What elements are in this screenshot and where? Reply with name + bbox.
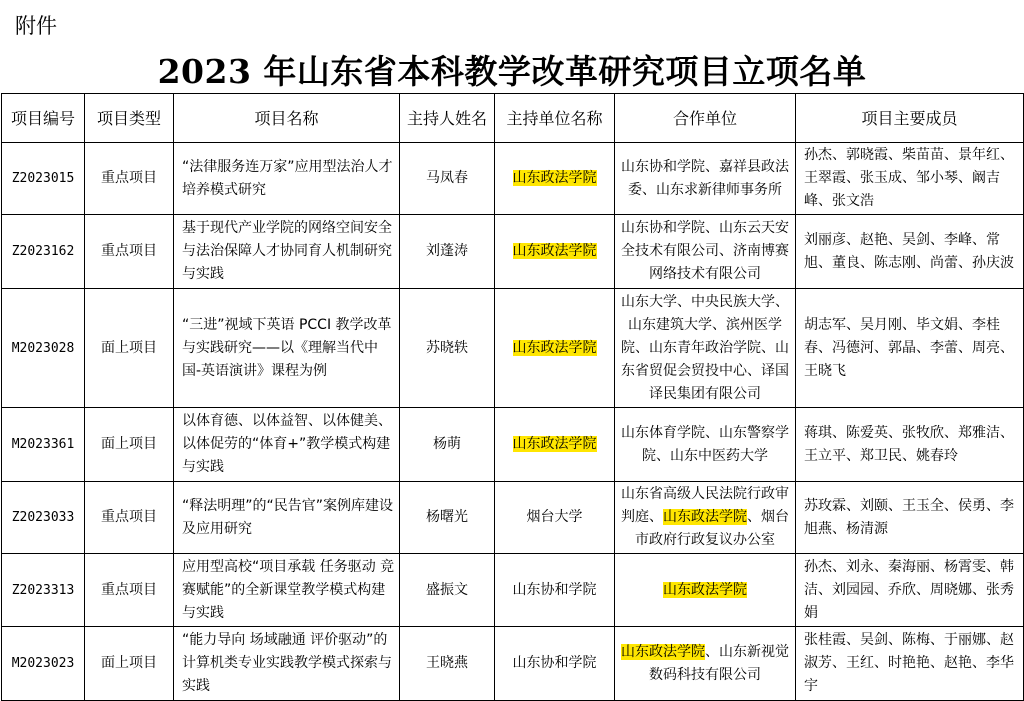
cell-text: “能力导向 场域融通 评价驱动”的计算机类专业实践教学模式探索与实践 bbox=[182, 632, 392, 694]
project-list-table bbox=[1, 93, 1024, 701]
cell-text: Z2023033 bbox=[11, 510, 75, 525]
cell-text: M2023361 bbox=[11, 437, 75, 452]
cell-text: “释法明理”的“民告官”案例库建设及应用研究 bbox=[182, 497, 394, 537]
cell-text: 马凤春 bbox=[426, 170, 468, 186]
host-unit-cell bbox=[495, 408, 615, 482]
host-name-cell bbox=[400, 554, 495, 627]
members-cell bbox=[796, 215, 1024, 289]
project-code-cell bbox=[2, 482, 85, 554]
header-members: 项目主要成员 bbox=[796, 94, 1024, 143]
cell-text: 张桂霞、吴剑、陈梅、于丽娜、赵淑芳、王红、时艳艳、赵艳、李华宇 bbox=[804, 632, 1014, 694]
cell-text: 苏晓轶 bbox=[426, 339, 468, 356]
project-code-cell bbox=[2, 627, 85, 701]
members-cell bbox=[796, 289, 1024, 408]
project-code-cell bbox=[2, 143, 85, 215]
highlighted-unit: 山东政法学院 bbox=[512, 243, 597, 259]
table-row bbox=[2, 482, 1024, 554]
highlighted-unit: 山东政法学院 bbox=[512, 339, 597, 356]
highlighted-partner: 山东政法学院 bbox=[663, 581, 747, 598]
cell-text: 重点项目 bbox=[101, 509, 157, 525]
cell-text: 面上项目 bbox=[101, 339, 157, 356]
cell-text: 杨曙光 bbox=[426, 509, 468, 525]
host-unit-cell bbox=[495, 215, 615, 289]
cell-text: 重点项目 bbox=[101, 243, 157, 259]
host-name-cell bbox=[400, 289, 495, 408]
host-unit-cell bbox=[495, 289, 615, 408]
table-row bbox=[2, 627, 1024, 701]
project-name-cell bbox=[174, 627, 400, 701]
table-header-row bbox=[2, 94, 1024, 143]
members-cell bbox=[796, 627, 1024, 701]
partner-units-cell bbox=[615, 215, 796, 289]
host-unit-cell bbox=[495, 482, 615, 554]
cell-text: Z2023015 bbox=[11, 171, 75, 186]
project-code-cell bbox=[2, 554, 85, 627]
header-project-type: 项目类型 bbox=[85, 94, 174, 143]
cell-text: 重点项目 bbox=[101, 581, 157, 598]
project-type-cell bbox=[85, 482, 174, 554]
cell-text: 刘蓬涛 bbox=[426, 243, 468, 259]
highlighted-unit: 山东政法学院 bbox=[512, 436, 597, 452]
cell-text: 以体育德、以体益智、以体健美、以体促劳的“体育+”教学模式构建与实践 bbox=[182, 413, 392, 475]
partner-units-cell bbox=[615, 289, 796, 408]
cell-text: “三进”视域下英语 PCCI 教学改革与实践研究——以《理解当代中国-英语演讲》课程为例 bbox=[182, 316, 392, 379]
partner-text: 山东大学、中央民族大学、山东建筑大学、滨州医学院、山东青年政治学院、山东省贸促会贸投中心、译国译民集团有限公司 bbox=[621, 293, 789, 402]
project-type-cell bbox=[85, 627, 174, 701]
header-project-code: 项目编号 bbox=[2, 94, 85, 143]
host-name-cell bbox=[400, 215, 495, 289]
members-cell bbox=[796, 143, 1024, 215]
cell-text: M2023028 bbox=[11, 340, 75, 356]
partner-units-cell bbox=[615, 554, 796, 627]
cell-text: Z2023313 bbox=[11, 582, 75, 598]
cell-text: 刘丽彦、赵艳、吴剑、李峰、常旭、董良、陈志刚、尚蕾、孙庆波 bbox=[804, 231, 1014, 271]
table-row bbox=[2, 554, 1024, 627]
host-unit-cell bbox=[495, 554, 615, 627]
table-row bbox=[2, 143, 1024, 215]
project-type-cell bbox=[85, 408, 174, 482]
members-cell bbox=[796, 408, 1024, 482]
table-row bbox=[2, 215, 1024, 289]
attachment-label: 附件 bbox=[15, 14, 57, 38]
partner-text: 、山东新视觉数码科技有限公司 bbox=[649, 643, 789, 683]
project-type-cell bbox=[85, 554, 174, 627]
table-row bbox=[2, 408, 1024, 482]
host-name-cell bbox=[400, 143, 495, 215]
partner-text: 山东省高级人民法院行政审判庭、 bbox=[621, 486, 789, 525]
header-project-name: 项目名称 bbox=[174, 94, 400, 143]
unit-text: 山东协和学院 bbox=[512, 581, 597, 598]
host-name-cell bbox=[400, 627, 495, 701]
cell-text: 苏玫霖、刘颐、王玉全、侯勇、李旭燕、杨清源 bbox=[804, 497, 1014, 537]
project-name-cell bbox=[174, 482, 400, 554]
project-code-cell bbox=[2, 215, 85, 289]
document-title: 2023 年山东省本科教学改革研究项目立项名单 bbox=[157, 52, 867, 91]
project-type-cell bbox=[85, 289, 174, 408]
cell-text: Z2023162 bbox=[11, 244, 75, 259]
cell-text: M2023023 bbox=[11, 656, 75, 671]
partner-text: 山东协和学院、山东云天安全技术有限公司、济南博赛网络技术有限公司 bbox=[621, 220, 789, 282]
cell-text: 孙杰、郭晓霞、柴苗苗、景年红、王翠霞、张玉成、邹小琴、阚吉峰、张文浩 bbox=[804, 147, 1014, 209]
project-name-cell bbox=[174, 554, 400, 627]
partner-units-cell bbox=[615, 627, 796, 701]
host-unit-cell bbox=[495, 143, 615, 215]
partner-units-cell bbox=[615, 143, 796, 215]
unit-text: 山东协和学院 bbox=[512, 655, 597, 671]
project-type-cell bbox=[85, 143, 174, 215]
cell-text: 基于现代产业学院的网络空间安全与法治保障人才协同育人机制研究与实践 bbox=[182, 220, 392, 282]
cell-text: 重点项目 bbox=[101, 170, 157, 186]
cell-text: 孙杰、刘永、秦海丽、杨霄雯、韩洁、刘园园、乔欣、周晓娜、张秀娟 bbox=[804, 558, 1014, 621]
project-name-cell bbox=[174, 143, 400, 215]
cell-text: 面上项目 bbox=[101, 436, 157, 452]
cell-text: 应用型高校“项目承载 任务驱动 竞赛赋能”的全新课堂教学模式构建与实践 bbox=[182, 558, 395, 621]
highlighted-partner: 山东政法学院 bbox=[621, 643, 705, 660]
highlighted-unit: 山东政法学院 bbox=[512, 170, 597, 186]
cell-text: 王晓燕 bbox=[426, 655, 468, 671]
project-name-cell bbox=[174, 289, 400, 408]
project-name-cell bbox=[174, 408, 400, 482]
host-name-cell bbox=[400, 408, 495, 482]
table-row bbox=[2, 289, 1024, 408]
cell-text: 胡志军、吴月刚、毕文娟、李桂春、冯德河、郭晶、李蕾、周亮、王晓飞 bbox=[804, 316, 1014, 379]
cell-text: 蒋琪、陈爱英、张牧欣、郑雅洁、王立平、郑卫民、姚春玲 bbox=[804, 424, 1014, 464]
header-host-name: 主持人姓名 bbox=[400, 94, 495, 143]
cell-text: 面上项目 bbox=[101, 655, 157, 671]
cell-text: 杨萌 bbox=[433, 436, 461, 452]
host-unit-cell bbox=[495, 627, 615, 701]
partner-text: 山东协和学院、嘉祥县政法委、山东求新律师事务所 bbox=[621, 158, 789, 198]
cell-text: “法律服务连万家”应用型法治人才培养模式研究 bbox=[182, 158, 393, 198]
members-cell bbox=[796, 482, 1024, 554]
unit-text: 烟台大学 bbox=[526, 509, 583, 525]
host-name-cell bbox=[400, 482, 495, 554]
partner-text: 山东体育学院、山东警察学院、山东中医药大学 bbox=[621, 424, 789, 464]
highlighted-partner: 山东政法学院 bbox=[663, 509, 747, 525]
header-host-unit: 主持单位名称 bbox=[495, 94, 615, 143]
partner-units-cell bbox=[615, 482, 796, 554]
project-code-cell bbox=[2, 289, 85, 408]
header-partner-units: 合作单位 bbox=[615, 94, 796, 143]
partner-units-cell bbox=[615, 408, 796, 482]
partner-text: 、烟台市政府行政复议办公室 bbox=[635, 509, 789, 548]
project-code-cell bbox=[2, 408, 85, 482]
project-name-cell bbox=[174, 215, 400, 289]
project-type-cell bbox=[85, 215, 174, 289]
cell-text: 盛振文 bbox=[426, 581, 468, 598]
members-cell bbox=[796, 554, 1024, 627]
